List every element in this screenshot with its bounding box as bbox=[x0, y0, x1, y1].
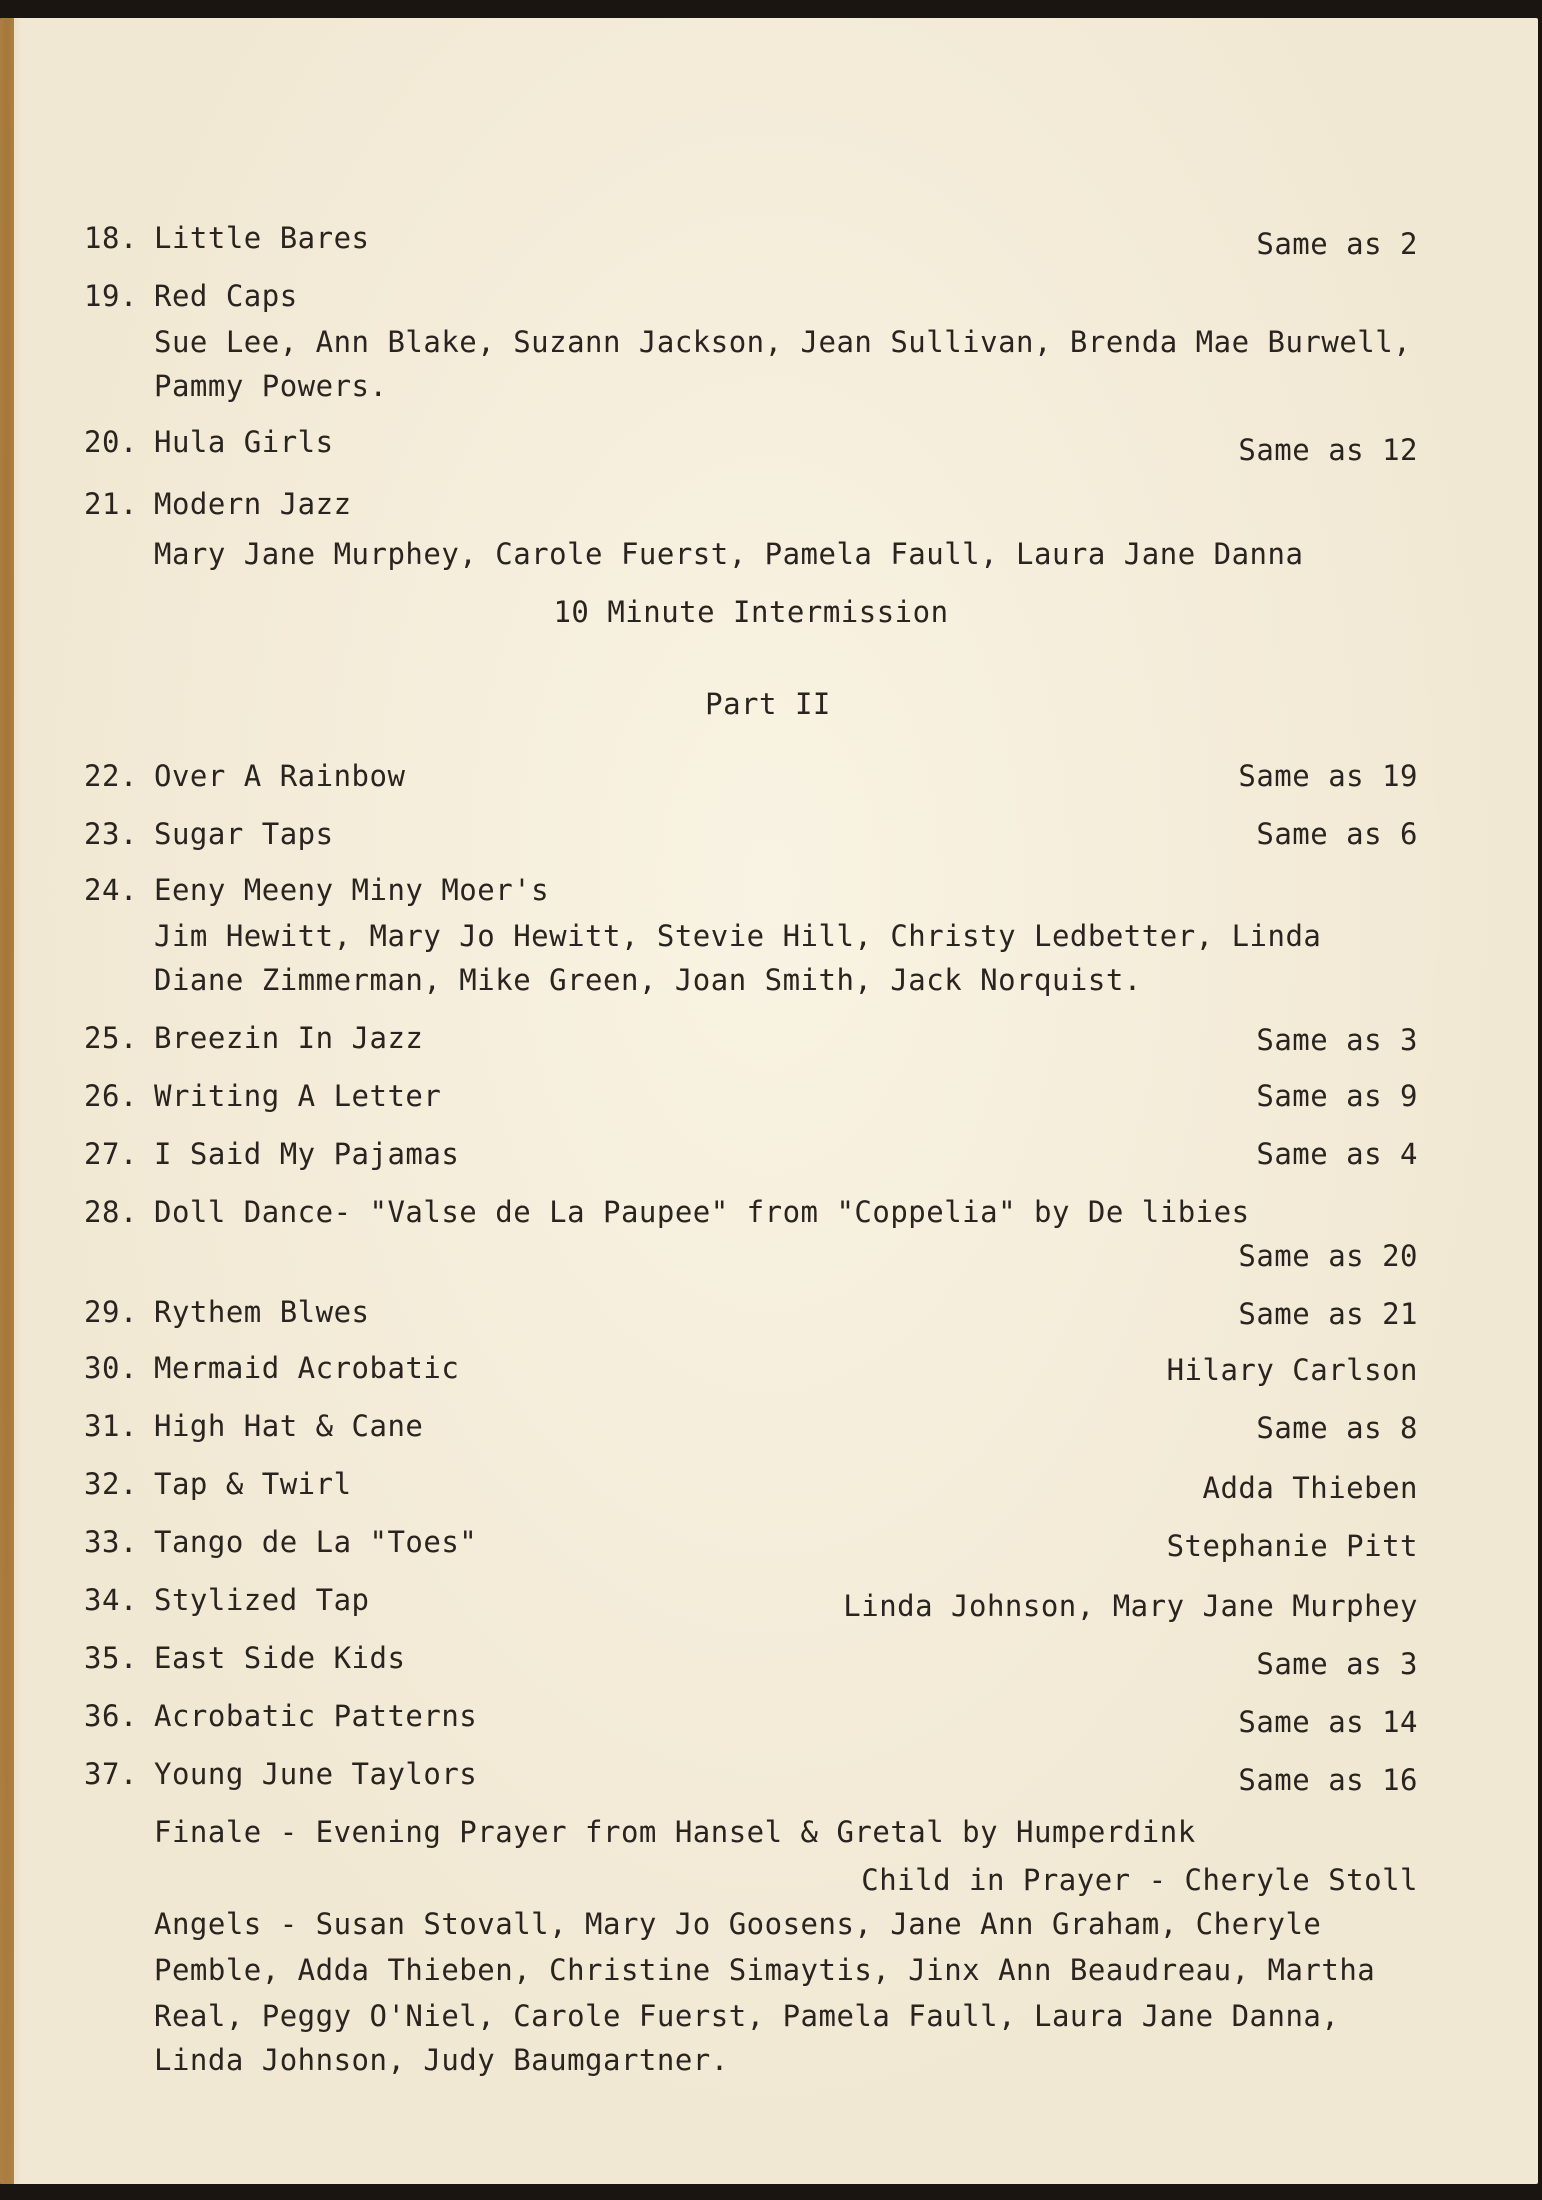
item-performers: Same as 6 bbox=[1256, 817, 1418, 851]
item-performers: Stephanie Pitt bbox=[1166, 1529, 1418, 1563]
item-performers: Same as 4 bbox=[1256, 1137, 1418, 1171]
item-title: Acrobatic Patterns bbox=[154, 1699, 478, 1733]
item-number: 19. bbox=[84, 279, 138, 313]
item-performers: Same as 8 bbox=[1256, 1411, 1418, 1445]
item-number: 29. bbox=[84, 1295, 138, 1329]
item-title: Breezin In Jazz bbox=[154, 1021, 424, 1055]
item-number: 20. bbox=[84, 425, 138, 459]
program-item-22 bbox=[84, 756, 1418, 796]
program-item-18 bbox=[84, 218, 1418, 261]
item-title: Red Caps bbox=[154, 279, 298, 313]
program-item-28-performers bbox=[84, 1236, 1418, 1276]
item-title: I Said My Pajamas bbox=[154, 1137, 460, 1171]
item-title: Rythem Blwes bbox=[154, 1295, 370, 1329]
item-number: 33. bbox=[84, 1525, 138, 1559]
item-performers-line: Sue Lee, Ann Blake, Suzann Jackson, Jean Sullivan, Brenda Mae Burwell, bbox=[154, 325, 1412, 359]
item-number: 31. bbox=[84, 1409, 138, 1443]
item-number: 27. bbox=[84, 1137, 138, 1171]
item-title: Sugar Taps bbox=[154, 817, 334, 851]
finale-child: Child in Prayer - Cheryle Stoll bbox=[861, 1863, 1418, 1897]
program-item-28 bbox=[84, 1192, 1418, 1232]
item-title: Doll Dance- "Valse de La Paupee" from "Coppelia" by De libies bbox=[154, 1195, 1250, 1229]
item-performers-line: Diane Zimmerman, Mike Green, Joan Smith, Jack Norquist. bbox=[154, 963, 1142, 997]
item-number: 37. bbox=[84, 1757, 138, 1791]
item-performers: Same as 20 bbox=[1238, 1239, 1418, 1273]
item-performers: Same as 16 bbox=[1238, 1763, 1418, 1797]
item-performers-line: Jim Hewitt, Mary Jo Hewitt, Stevie Hill, Christy Ledbetter, Linda bbox=[154, 919, 1322, 953]
item-number: 32. bbox=[84, 1467, 138, 1501]
item-number: 26. bbox=[84, 1079, 138, 1113]
program-item-20 bbox=[84, 422, 1418, 467]
item-performers: Hilary Carlson bbox=[1166, 1353, 1418, 1387]
program-item-25 bbox=[84, 1018, 1418, 1058]
item-title: Writing A Letter bbox=[154, 1079, 442, 1113]
item-number: 28. bbox=[84, 1195, 138, 1229]
item-performers-line: Pammy Powers. bbox=[154, 369, 388, 403]
item-title: Eeny Meeny Miny Moer's bbox=[154, 873, 550, 907]
item-title: Hula Girls bbox=[154, 425, 334, 459]
item-number: 21. bbox=[84, 487, 138, 521]
item-performers: Linda Johnson, Mary Jane Murphey bbox=[843, 1589, 1418, 1623]
program-item-26 bbox=[84, 1076, 1418, 1116]
item-title: East Side Kids bbox=[154, 1641, 406, 1675]
item-performers: Adda Thieben bbox=[1202, 1471, 1418, 1505]
item-performers: Same as 21 bbox=[1238, 1297, 1418, 1331]
item-title: High Hat & Cane bbox=[154, 1409, 424, 1443]
item-performers: Same as 3 bbox=[1256, 1023, 1418, 1057]
program-item-24 bbox=[84, 870, 1418, 910]
program-item-29 bbox=[84, 1292, 1418, 1332]
item-title: Young June Taylors bbox=[154, 1757, 478, 1791]
item-number: 22. bbox=[84, 759, 138, 793]
item-performers-line: Mary Jane Murphey, Carole Fuerst, Pamela Faull, Laura Jane Danna bbox=[154, 537, 1304, 571]
item-number: 18. bbox=[84, 221, 138, 255]
program-item-37 bbox=[84, 1754, 1418, 1797]
item-title: Over A Rainbow bbox=[154, 759, 406, 793]
item-performers: Same as 9 bbox=[1256, 1079, 1418, 1113]
program-item-33 bbox=[84, 1522, 1418, 1562]
finale-angels-line: Pemble, Adda Thieben, Christine Simaytis, Jinx Ann Beaudreau, Martha bbox=[154, 1953, 1376, 1987]
intermission-text: 10 Minute Intermission bbox=[553, 595, 949, 629]
program-page bbox=[0, 18, 1538, 2184]
item-number: 25. bbox=[84, 1021, 138, 1055]
program-item-32 bbox=[84, 1464, 1418, 1504]
program-item-21 bbox=[84, 484, 1418, 524]
item-number: 23. bbox=[84, 817, 138, 851]
scan-border bbox=[0, 2184, 1542, 2200]
item-title: Mermaid Acrobatic bbox=[154, 1351, 460, 1385]
item-performers: Same as 12 bbox=[1238, 433, 1418, 467]
item-number: 30. bbox=[84, 1351, 138, 1385]
program-item-34 bbox=[84, 1580, 1418, 1623]
item-performers: Same as 19 bbox=[1238, 759, 1418, 793]
item-title: Stylized Tap bbox=[154, 1583, 370, 1617]
finale-angels-line: Linda Johnson, Judy Baumgartner. bbox=[154, 2043, 729, 2077]
part-heading: Part II bbox=[705, 687, 831, 721]
item-performers: Same as 3 bbox=[1256, 1647, 1418, 1681]
finale-title: Finale - Evening Prayer from Hansel & Gretal by Humperdink bbox=[154, 1815, 1196, 1849]
program-item-19 bbox=[84, 276, 1418, 316]
item-number: 35. bbox=[84, 1641, 138, 1675]
item-number: 34. bbox=[84, 1583, 138, 1617]
item-number: 36. bbox=[84, 1699, 138, 1733]
finale-angels-line: Real, Peggy O'Niel, Carole Fuerst, Pamela Faull, Laura Jane Danna, bbox=[154, 1999, 1340, 2033]
program-item-35 bbox=[84, 1638, 1418, 1681]
program-item-36 bbox=[84, 1696, 1418, 1739]
finale-child-row bbox=[84, 1860, 1418, 1900]
program-item-27 bbox=[84, 1134, 1418, 1174]
item-title: Tango de La "Toes" bbox=[154, 1525, 478, 1559]
program-item-23 bbox=[84, 814, 1418, 854]
program-item-30 bbox=[84, 1348, 1418, 1388]
item-title: Modern Jazz bbox=[154, 487, 352, 521]
item-title: Tap & Twirl bbox=[154, 1467, 352, 1501]
item-performers: Same as 2 bbox=[1256, 227, 1418, 261]
paper-stain bbox=[0, 18, 14, 2184]
program-item-31 bbox=[84, 1406, 1418, 1446]
item-title: Little Bares bbox=[154, 221, 370, 255]
item-number: 24. bbox=[84, 873, 138, 907]
finale-angels-line: Angels - Susan Stovall, Mary Jo Goosens, Jane Ann Graham, Cheryle bbox=[154, 1907, 1322, 1941]
item-performers: Same as 14 bbox=[1238, 1705, 1418, 1739]
